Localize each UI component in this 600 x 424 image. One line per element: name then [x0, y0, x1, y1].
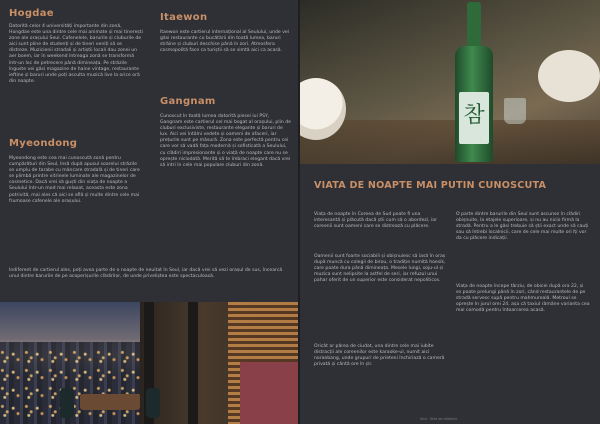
myeondong-text: Myeondong este cea mai cunoscută zonă pentru cumpărături din Seul, însă după apusul soarelui străzile se umplu de tarabe cu mâncare stradală și de tineri care se plimbă printre vitrinele luminate ale magazinelor de cosmetice. Dacă vrei să guști din viața de noapte a Seulului într-un mod mai relaxat, aceasta este zona potrivită, mai ales că aici se află și multe dintre cele mai frumoase cafenele ale orașului.	[9, 156, 140, 204]
gangnam-text: Cunoscut în toată lumea datorită piesei lui PSY, Gangnam este cartierul cel mai bogat al orașului, plin de cluburi exclusiviste, restaurante elegante și baruri de lux. Aici vei întâlni vedete și oameni de afaceri, iar prețurile sunt pe măsură. Zona este perfectă pentru cei care vor să vadă fața modernă și sofisticată a Seulului, cu clădiri impresionante și o viață de noapte care nu se oprește niciodată. Merită să te îmbraci elegant dacă vrei să intri în cele mai populare cluburi din zonă.	[160, 114, 292, 168]
soju-bottle	[455, 2, 493, 162]
article-title: VIATA DE NOAPTE MAI PUTIN CUNOSCUTA	[314, 180, 547, 191]
brick-wall	[240, 362, 298, 424]
terrace	[140, 302, 298, 424]
soju-photo	[300, 0, 600, 164]
wide-paragraph: Indiferent de cartierul ales, poți avea parte de o noapte de neuitat în Seul, iar dacă vrei să vezi orașul de sus, încearcă unul dintre barurile de pe acoperișurile clădirilor, de unde priveliștea este spectaculoasă.	[9, 268, 283, 280]
terrace-table	[80, 394, 140, 410]
left-page	[0, 0, 298, 424]
wooden-table	[300, 120, 600, 164]
terrace-photo	[0, 302, 298, 424]
article-col2-p1: O parte dintre barurile din Seul sunt ascunse în clădiri obișnuite, la etajele superioare, și nu au nicio firmă la stradă. Pentru a le găsi trebuie să știi exact unde să cauți sau să întrebi localnicii, care de cele mai multe ori îți vor da cu plăcere indicații.	[456, 212, 589, 242]
heading-myeondong: Myeondong	[9, 138, 78, 149]
terrace-chair	[60, 388, 74, 418]
plate	[538, 50, 600, 102]
heading-hongdae: Hogdae	[9, 8, 54, 19]
page-folio: Seul · Ghid de călătorie	[420, 417, 458, 421]
article-col2-p2: Viața de noapte începe târziu, de obicei după ora 22, și se poate prelungi până în zori, când restaurantele de pe stradă servesc supă pentru mahmureală. Metroul se oprește în jurul orei 24, așa că taxiul rămâne varianta cea mai comodă pentru întoarcerea acasă.	[456, 284, 590, 314]
bottle-glyph: 참	[463, 103, 485, 128]
terrace-chair	[146, 388, 160, 418]
heading-gangnam: Gangnam	[160, 96, 216, 107]
hongdae-text: Datorită celor 4 universități importante din zonă, Hongdae este una dintre cele mai animate și mai tinerești zone ale orașului Seul. Cafenelele, barurile și cluburile de aici sunt pline de studenți și de tineri veniți să se distreze. Muzicienii stradali și artiștii locali dau zonei un aer boem, iar în weekend întreaga zonă se transformă într-un loc de petrecere până dimineața. Pe străzile înguste vei găsi magazine de haine vintage, restaurante ieftine și baruri unde poți asculta muzică live la orice oră din noapte.	[9, 24, 143, 84]
shot-glass	[504, 98, 526, 124]
article-col1-p3: Oricât ar părea de ciudat, una dintre cele mai iubite distracții ale coreenilor este karaoke-ul, numit aici noraebang, unde grupuri de prieteni închiriază o cameră privată și cântă ore în șir.	[314, 344, 445, 368]
itaewon-text: Itaewon este cartierul internațional al Seulului, unde vei găsi restaurante cu bucătării din toată lumea, baruri străine și cluburi deschise până în zori. Atmosfera cosmopolită face ca turiștii să se simtă aici ca acasă.	[160, 30, 290, 54]
heading-itaewon: Itaewon	[160, 12, 208, 23]
article-col1-p2: Oamenii sunt foarte sociabili și obișnuiesc să iasă în oraș după muncă cu colegii de birou, o tradiție numită hoesik, care poate dura până dimineața. Mesele lungi, soju-ul și muzica sunt nelipsite la astfel de seri, iar refuzul unui pahar oferit de un superior este considerat nepoliticos.	[314, 254, 446, 284]
right-page	[300, 0, 600, 424]
article-col1-p1: Viața de noapte în Coreea de Sud poate fi una interesantă și plăcută dacă știi cum să o abordezi, iar coreenii sunt oameni care se distrează cu plăcere.	[314, 212, 438, 230]
terrace-pillar	[188, 302, 198, 424]
